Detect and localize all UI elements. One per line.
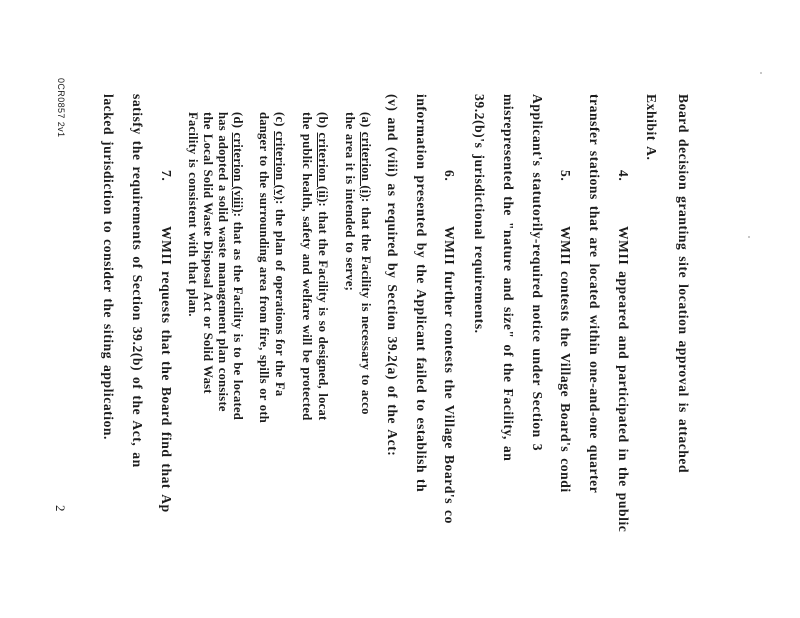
criterion-label: criterion (ii) — [316, 132, 330, 203]
criterion-prefix: (b) — [316, 112, 330, 133]
criterion-d-line: Facility is consistent with that plan. — [186, 112, 200, 317]
scan-speck — [748, 236, 750, 238]
body-line: satisfy the requirements of Section 39.2(b) of the Act, an — [130, 94, 145, 468]
paragraph-number: 5. — [558, 170, 573, 182]
criterion-prefix: (c) — [273, 112, 287, 132]
criterion-d-line: has adopted a solid waste management plan consiste — [216, 112, 230, 412]
page-number: 2 — [53, 505, 68, 512]
body-line: WMII contests the Village Board's condi — [558, 226, 573, 493]
scan-speck — [760, 72, 762, 74]
criterion-b-line — [316, 112, 330, 420]
criterion-d-line: the Local Solid Waste Disposal Act or Solid Wast — [201, 112, 215, 394]
body-line: Applicant's statutorily-required notice under Section 3 — [530, 94, 545, 452]
criterion-prefix: (a) — [359, 112, 373, 132]
criterion-label: criterion (v) — [273, 131, 287, 201]
paragraph-number: 4. — [616, 170, 631, 182]
criterion-text: : that the Facility is necessary to acco — [359, 197, 373, 415]
body-line: information presented by the Applicant failed to establish th — [414, 94, 429, 493]
criterion-a-line — [359, 112, 373, 415]
body-line: WMII further contests the Village Board's co — [442, 226, 457, 524]
criterion-c-line — [273, 112, 287, 396]
criterion-text: : the plan of operations for the Fa — [273, 200, 287, 397]
criterion-text: : that as the Facility is to be located — [231, 212, 245, 421]
body-line: lacked jurisdiction to consider the siting application. — [101, 94, 116, 440]
criterion-c-line: danger to the surrounding area from fire, spills or oth — [257, 112, 271, 424]
criterion-b-line: the public health, safety and welfare will be protected — [300, 112, 314, 421]
paragraph-number: 6. — [442, 170, 457, 182]
body-line: Exhibit A. — [644, 94, 659, 161]
body-line: 39.2(b)'s jurisdictional requirements. — [472, 94, 487, 334]
body-line: transfer stations that are located within one-and-one quarter — [587, 94, 602, 494]
criterion-text: : that the Facility is so designed, locat — [316, 202, 330, 421]
criterion-label: criterion (i) — [359, 131, 373, 198]
document-id: 0CR0857 2v1 — [56, 78, 66, 138]
criterion-a-line: the area it is intended to serve; — [343, 112, 357, 292]
body-line: WMII requests that the Board find that Ap — [159, 226, 174, 513]
body-line: (v) and (viii) as required by Section 39.2(a) of the Act: — [385, 94, 400, 457]
criterion-d-line — [231, 112, 245, 420]
body-line: Board decision granting site location approval is attached — [676, 94, 691, 474]
body-line: WMII appeared and participated in the public — [616, 226, 631, 533]
criterion-label: criterion (viii) — [231, 132, 245, 213]
paragraph-number: 7. — [159, 170, 174, 182]
criterion-prefix: (d) — [231, 112, 245, 133]
body-line: misrepresented the "nature and size" of the Facility, an — [501, 94, 516, 462]
